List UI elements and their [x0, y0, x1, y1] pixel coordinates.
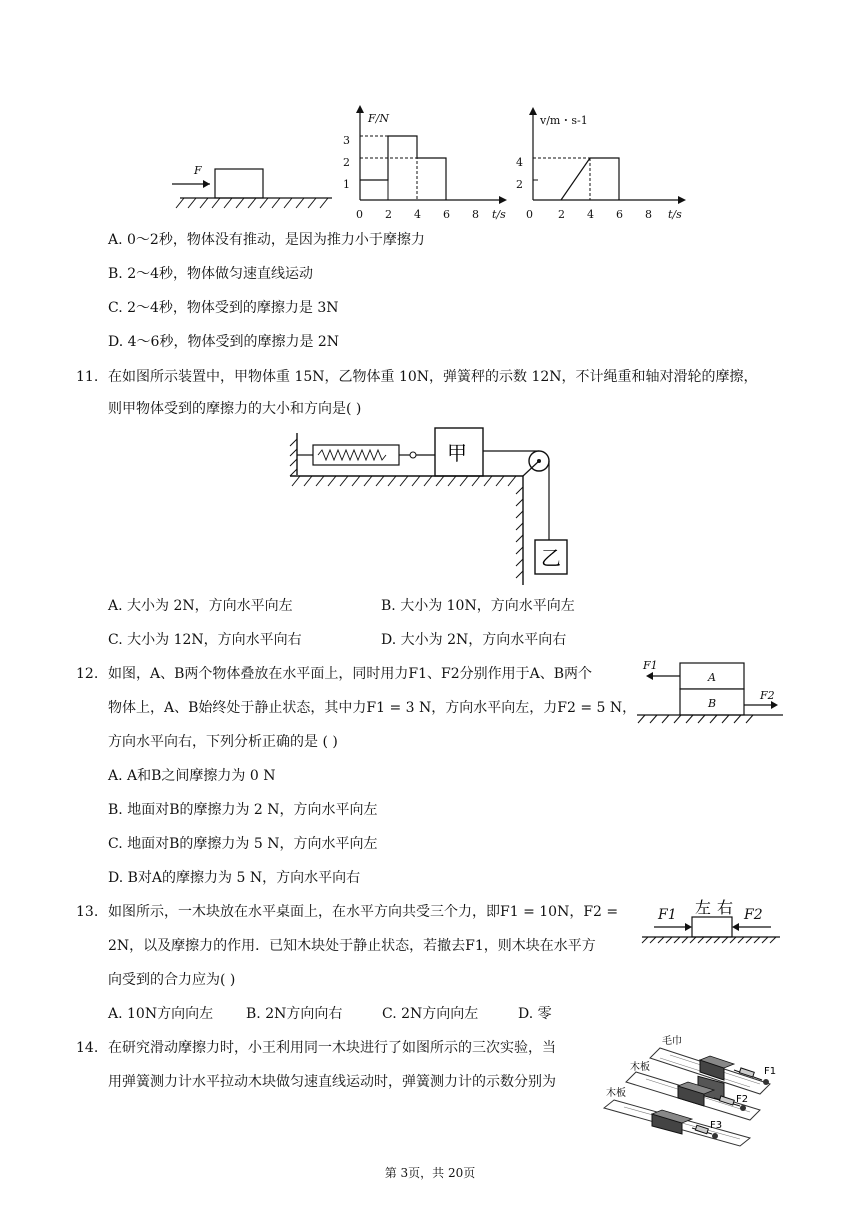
- q12-option-a: A. A和B之间摩擦力为 0 N: [108, 768, 276, 784]
- q13-option-c: C. 2N方向向左: [382, 1006, 479, 1022]
- page-footer: 第 3页，共 20页: [384, 1166, 476, 1180]
- velocity-time-graph: [518, 100, 698, 225]
- q13-stem-line3: 向受到的合力应为( ): [108, 972, 236, 988]
- graph2-ylabel: v/m・s-1: [540, 114, 588, 127]
- q14-stem-line2: 用弹簧测力计水平拉动木块做匀速直线运动时，弹簧测力计的示数分别为: [108, 1074, 556, 1090]
- q10-option-d: D. 4～6秒，物体受到的摩擦力是 2N: [108, 334, 340, 350]
- f2-label: F2: [744, 907, 763, 923]
- q12-number: 12.: [76, 666, 99, 682]
- q12-stem-line1: 如图，A、B两个物体叠放在水平面上，同时用力F1、F2分别作用于A、B两个: [108, 666, 593, 682]
- surface-board-label: 木板: [630, 1062, 650, 1073]
- q13-stem-line1: 如图所示，一木块放在水平桌面上，在水平方向共受三个力，即F1 = 10N，F2 =: [108, 904, 619, 920]
- f1-label: F1: [764, 1066, 777, 1077]
- right-label: 右: [717, 898, 734, 917]
- block-yi-label: 乙: [541, 546, 561, 570]
- q12-option-d: D. B对A的摩擦力为 5 N，方向水平向右: [108, 870, 361, 886]
- q10-option-b: B. 2～4秒，物体做匀速直线运动: [108, 266, 314, 282]
- q14-number: 14.: [76, 1040, 99, 1056]
- f3-label: F3: [710, 1120, 723, 1131]
- graph1-ytick: 3: [343, 134, 350, 147]
- left-label: 左: [695, 898, 712, 917]
- graph1-xtick: 4: [414, 208, 421, 221]
- graph2-xtick: 6: [616, 208, 623, 221]
- q11-stem-line1: 在如图所示装置中，甲物体重 15N，乙物体重 10N，弹簧秤的示数 12N，不计绳重和轴对滑轮的摩擦，: [108, 369, 758, 385]
- q11-stem-line2: 则甲物体受到的摩擦力的大小和方向是( ): [108, 401, 362, 417]
- q13-stem-line2: 2N，以及摩擦力的作用．已知木块处于静止状态，若撤去F1，则木块在水平方: [108, 938, 596, 954]
- q13-option-b: B. 2N方向向右: [246, 1006, 343, 1022]
- q12-option-c: C. 地面对B的摩擦力为 5 N，方向水平向左: [108, 836, 378, 852]
- q14-friction-experiment-figure: [600, 1028, 780, 1146]
- graph2-xtick: 4: [587, 208, 594, 221]
- graph2-ytick: 2: [516, 178, 523, 191]
- q11-number: 11.: [76, 369, 99, 385]
- f1-label: F1: [643, 659, 658, 672]
- q11-option-a: A. 大小为 2N，方向水平向左: [108, 598, 293, 614]
- surface-towel-label: 毛巾: [662, 1036, 682, 1047]
- graph2-xtick: 8: [645, 208, 652, 221]
- f2-label: F2: [736, 1094, 749, 1105]
- block-b-label: B: [708, 697, 717, 710]
- graph2-xtick: 2: [558, 208, 565, 221]
- graph1-xtick: 2: [385, 208, 392, 221]
- q11-option-b: B. 大小为 10N，方向水平向左: [381, 598, 575, 614]
- graph1-ylabel: F/N: [368, 112, 389, 125]
- q10-block-figure: [160, 150, 340, 210]
- q10-option-c: C. 2～4秒，物体受到的摩擦力是 3N: [108, 300, 339, 316]
- graph1-ytick: 1: [343, 178, 350, 191]
- graph1-ytick: 2: [343, 156, 350, 169]
- block-a-label: A: [708, 671, 716, 684]
- block-jia-label: 甲: [447, 441, 467, 465]
- q13-number: 13.: [76, 904, 99, 920]
- q13-option-a: A. 10N方向向左: [108, 1006, 214, 1022]
- q12-option-b: B. 地面对B的摩擦力为 2 N，方向水平向左: [108, 802, 378, 818]
- force-time-graph: [335, 100, 515, 225]
- f1-label: F1: [658, 907, 677, 923]
- graph1-xlabel: t/s: [492, 208, 506, 221]
- q12-stem-line3: 方向水平向右，下列分析正确的是 ( ): [108, 734, 338, 750]
- q13-block-figure: [640, 895, 785, 955]
- force-label: F: [194, 164, 202, 177]
- q12-stem-line2: 物体上，A、B始终处于静止状态，其中力F1 = 3 N，方向水平向左，力F2 = 5 N，: [108, 700, 637, 716]
- graph1-xtick: 6: [443, 208, 450, 221]
- graph2-xlabel: t/s: [668, 208, 682, 221]
- q13-option-d: D. 零: [518, 1006, 552, 1022]
- graph2-ytick: 4: [516, 156, 523, 169]
- q12-stacked-blocks-figure: [635, 655, 785, 727]
- q11-option-d: D. 大小为 2N，方向水平向右: [381, 632, 567, 648]
- q14-stem-line1: 在研究滑动摩擦力时，小王利用同一木块进行了如图所示的三次实验，当: [108, 1040, 556, 1056]
- graph1-xtick: 0: [356, 208, 363, 221]
- surface-board-label: 木板: [606, 1088, 626, 1099]
- f2-label: F2: [760, 689, 775, 702]
- q11-pulley-figure: [285, 425, 575, 590]
- graph2-xtick: 0: [526, 208, 533, 221]
- q10-option-a: A. 0～2秒，物体没有推动，是因为推力小于摩擦力: [108, 232, 425, 248]
- graph1-xtick: 8: [472, 208, 479, 221]
- q11-option-c: C. 大小为 12N，方向水平向右: [108, 632, 302, 648]
